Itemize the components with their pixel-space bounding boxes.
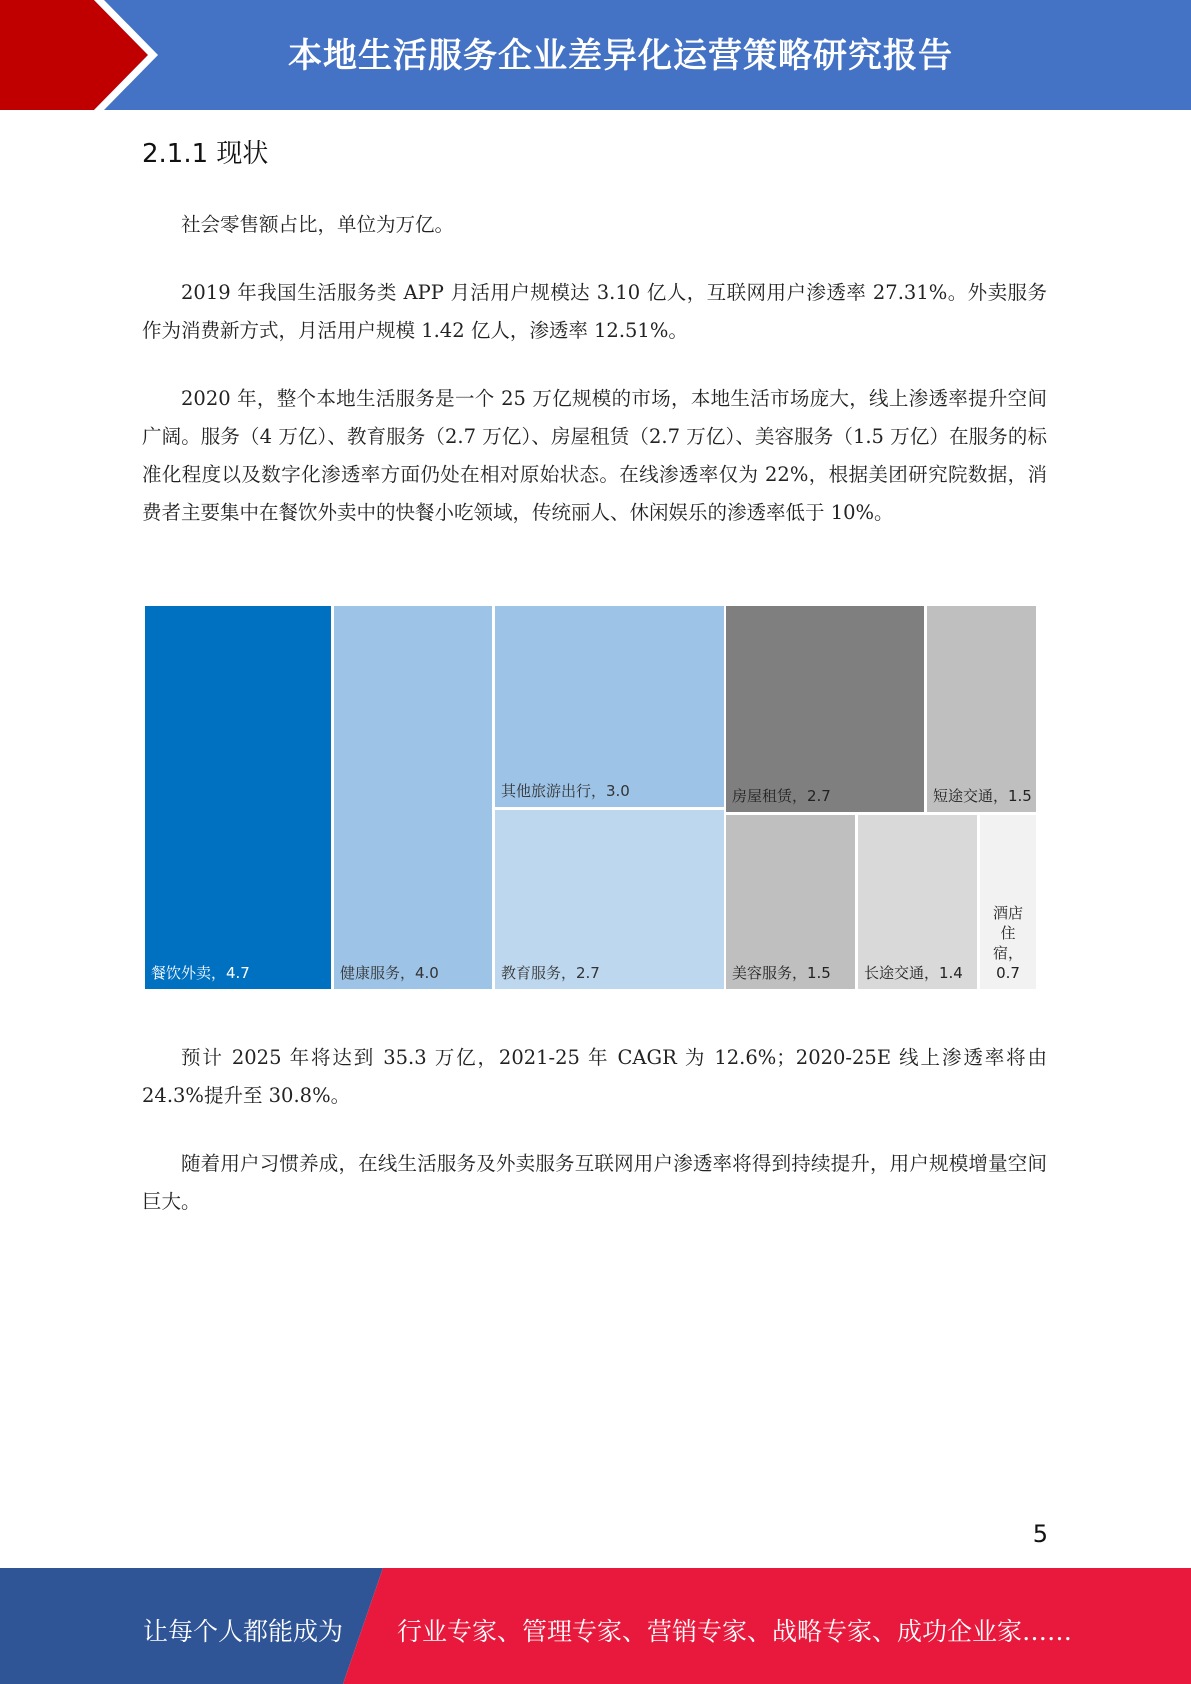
paragraph-3: 2020 年，整个本地生活服务是一个 25 万亿规模的市场，本地生活市场庞大，线上渗透率提升空间广阔。服务（4 万亿）、教育服务（2.7 万亿）、房屋租赁（2.7 万亿）、美容服务（1.5 万亿）在服务的标准化程度以及数字化渗透率方面仍处在相对原始状态。在线渗透率仅为 22%，根据美团研究院数据，消费者主要集中在餐饮外卖中的快餐小吃领域，传统丽人、休闲娱乐的渗透率低于 10%。: [142, 387, 1047, 524]
treemap-tile-food-delivery: [145, 606, 331, 989]
report-title: 本地生活服务企业差异化运营策略研究报告: [288, 36, 953, 76]
treemap-tile-beauty-services: [726, 815, 855, 989]
tile-label: 美容服务，1.5: [732, 964, 831, 982]
treemap-tile-hotel: [980, 815, 1036, 989]
treemap-tile-long-transport: [858, 815, 977, 989]
tile-label: 长途交通，1.4: [864, 964, 963, 982]
tile-label: 健康服务，4.0: [340, 964, 439, 982]
tile-label: 教育服务，2.7: [501, 964, 600, 982]
section-heading: 2.1.1 现状: [142, 139, 269, 169]
page-number: 5: [1032, 1520, 1048, 1548]
treemap-tile-education: [495, 810, 724, 989]
tile-label: 酒店住宿，0.7: [992, 904, 1023, 982]
treemap-tile-short-transport: [927, 606, 1036, 812]
footer-slogan-right: 行业专家、管理专家、营销专家、战略专家、成功企业家……: [397, 1617, 1073, 1646]
page-header: [0, 0, 1191, 110]
tile-label: 房屋租赁，2.7: [732, 787, 831, 805]
treemap-chart: [145, 606, 1036, 989]
tile-label: 短途交通，1.5: [933, 787, 1032, 805]
paragraph-5: 随着用户习惯养成，在线生活服务及外卖服务互联网用户渗透率将得到持续提升，用户规模增量空间巨大。: [142, 1152, 1047, 1213]
tile-label: 其他旅游出行，3.0: [501, 782, 630, 800]
treemap-tile-housing-rental: [726, 606, 924, 812]
paragraph-4: 预计 2025 年将达到 35.3 万亿，2021-25 年 CAGR 为 12.6%；2020-25E 线上渗透率将由 24.3%提升至 30.8%。: [142, 1046, 1047, 1107]
paragraph-2: 2019 年我国生活服务类 APP 月活用户规模达 3.10 亿人，互联网用户渗透率 27.31%。外卖服务作为消费新方式，月活用户规模 1.42 亿人，渗透率 12.51%。: [142, 281, 1047, 342]
footer-slogan-left: 让每个人都能成为: [143, 1617, 344, 1646]
page-footer: [0, 1568, 1191, 1684]
treemap-tile-other-travel: [495, 606, 724, 807]
tile-label: 餐饮外卖，4.7: [151, 964, 250, 982]
paragraph-1: 社会零售额占比，单位为万亿。: [181, 213, 455, 236]
treemap-tile-health-services: [334, 606, 492, 989]
